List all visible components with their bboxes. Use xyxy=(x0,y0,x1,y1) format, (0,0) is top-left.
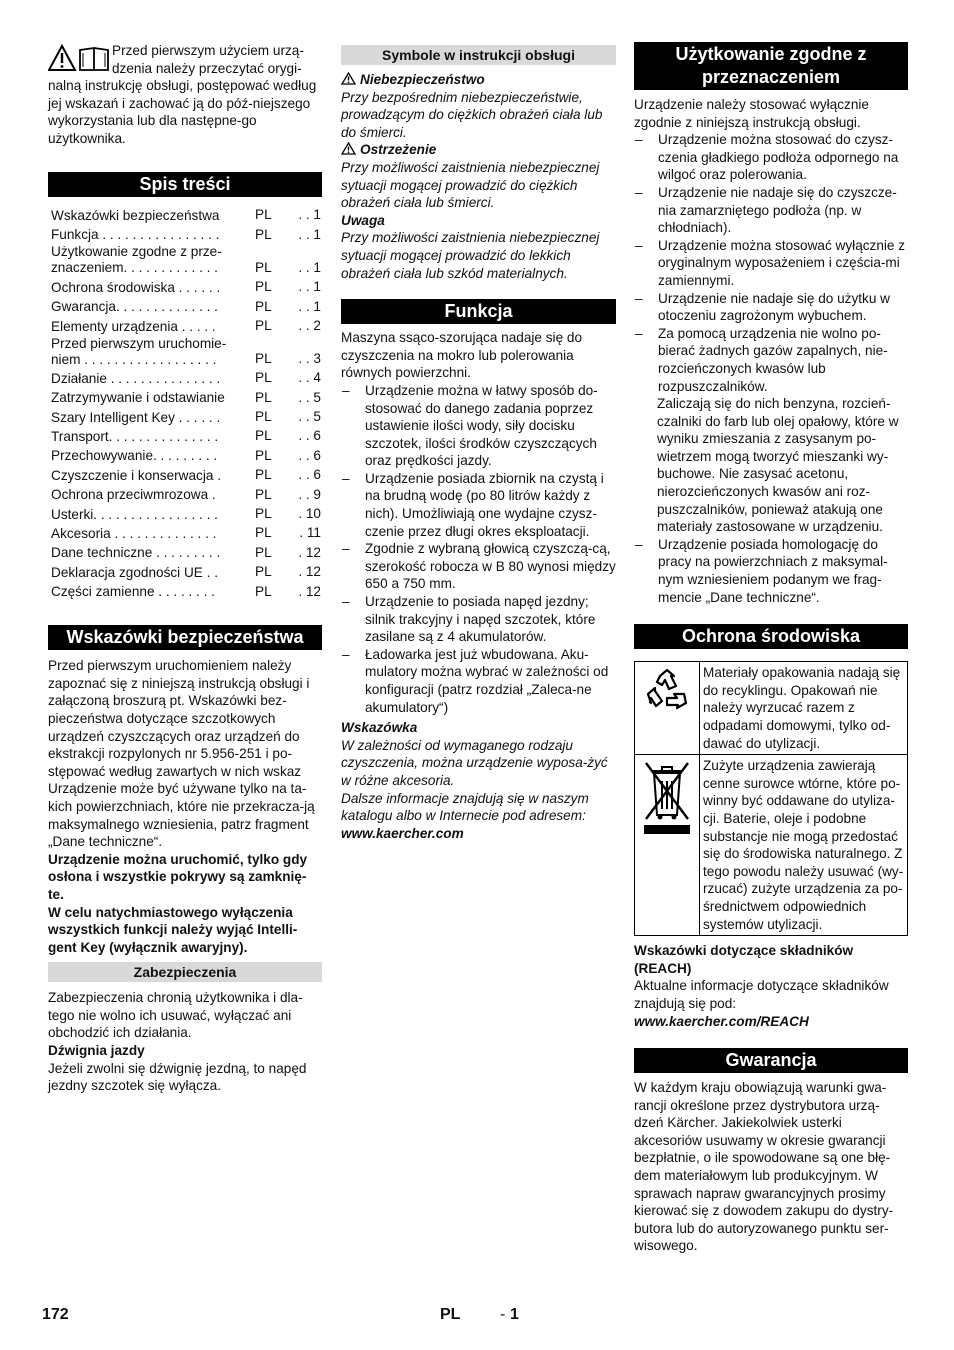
safety-heading: Wskazówki bezpieczeństwa xyxy=(48,625,322,650)
toc-entry-page: . . 2 xyxy=(294,317,321,333)
toc-entry-name: Przed pierwszym uruchomie- niem . . . . . . . . . . . . . . . . . . xyxy=(51,335,227,367)
toc-entry-page: . . 6 xyxy=(294,467,321,483)
usage-continuation: Zaliczają się do nich benzyna, rozcień-czalniki do farb lub olej opałowy, które w wyniku zmieszania z zasysanym po-wietrzem mogą tworzyć mieszanki wy-buchowe. Nie zasysać acetonu, nierozcieńczonych kwasów ani roz-puszczalników, ponieważ atakują one materiały zastosowane w urządzeniu. xyxy=(657,396,899,535)
warning-manual-icons xyxy=(48,44,112,74)
toc-row[interactable] xyxy=(48,276,322,295)
toc-list xyxy=(48,205,322,601)
warranty-text: W każdym kraju obowiązują warunki gwa-rancji określone przez dystrybutora urzą-dzeń Kärcher. Jakiekolwiek usterki akcesoriów usuwamy w okresie gwarancji bezpłatnie, o ile spowodowane są one błę-dem materiałowym lub produkcyjnym. W sprawach napraw gwarancyjnych prosimy kierować się z dowodem zakupu do dystry-butora lub do autoryzowanego punktu ser-wisowego. xyxy=(634,1080,894,1254)
toc-entry-name: Wskazówki bezpieczeństwa xyxy=(51,207,220,223)
reach-text: Aktualne informacje dotyczące składników znajdują się pod: xyxy=(634,978,889,1011)
list-dash: – xyxy=(342,470,350,486)
list-item xyxy=(341,382,616,470)
caution-title: Uwaga xyxy=(341,212,385,228)
toc-row[interactable] xyxy=(48,224,322,243)
toc-row[interactable] xyxy=(48,368,322,387)
toc-entry-page: . . 1 xyxy=(294,298,321,314)
hint-text: W zależności od wymaganego rodzaju czyszczenia, można urządzenie wyposa-żyć w różne akcesoria. xyxy=(341,737,608,788)
recycle-icon-cell xyxy=(635,662,700,755)
warning-triangle-book-icon xyxy=(48,44,112,72)
toc-row[interactable] xyxy=(48,243,322,276)
toc-entry-name: Przechowywanie. . . . . . . . . xyxy=(51,448,218,464)
toc-entry-lang: PL xyxy=(255,350,272,366)
hint-url-link[interactable]: www.kaercher.com xyxy=(341,825,464,841)
list-dash: – xyxy=(342,541,350,557)
toc-entry-lang: PL xyxy=(255,564,272,580)
toc-row[interactable] xyxy=(48,581,322,600)
intro-block xyxy=(48,42,322,148)
toc-entry-name: Czyszczenie i konserwacja . xyxy=(51,467,221,483)
toc-entry-page: . . 1 xyxy=(294,259,321,275)
toc-entry-name: Gwarancja. . . . . . . . . . . . . . xyxy=(51,299,218,315)
list-item-text: Urządzenie można stosować do czysz-czenia gładkiego podłoża odpornego na wilgoć oraz polerowania. xyxy=(658,132,899,183)
list-item xyxy=(341,540,616,593)
list-item xyxy=(634,290,908,325)
list-item xyxy=(341,470,616,540)
toc-entry-lang: PL xyxy=(255,467,272,483)
recycle-text: Materiały opakowania nadają się do recyklingu. Opakowań nie należy wyrzucać razem z odpadami domowymi, tylko od-dawać do utylizacji. xyxy=(700,662,908,755)
environment-heading: Ochrona środowiska xyxy=(634,624,908,649)
lever-title: Dźwignia jazdy xyxy=(48,1043,145,1059)
toc-entry-page: . . 3 xyxy=(294,350,321,366)
recycle-row xyxy=(635,662,908,755)
toc-row[interactable] xyxy=(48,542,322,561)
safety-bold-2: W celu natychmiastowego wyłączenia wszystkich funkcji należy wyjąć Intelli-gent Key (wyłącznik awaryjny). xyxy=(48,904,298,955)
danger-title: Niebezpieczeństwo xyxy=(360,72,485,87)
weee-row xyxy=(635,755,908,936)
list-dash: – xyxy=(342,594,350,610)
toc-row[interactable] xyxy=(48,484,322,503)
list-dash: – xyxy=(635,237,643,253)
reach-title: Wskazówki dotyczące składników (REACH) xyxy=(634,943,854,976)
toc-entry-name: Elementy urządzenia . . . . . xyxy=(51,318,216,334)
toc-entry-lang: PL xyxy=(255,298,272,314)
toc-entry-lang: PL xyxy=(255,207,272,223)
toc-entry-name: Funkcja . . . . . . . . . . . . . . . . xyxy=(51,227,220,243)
toc-entry-lang: PL xyxy=(255,317,272,333)
recycle-icon xyxy=(640,666,694,720)
toc-row[interactable] xyxy=(48,445,322,464)
warning-text: Przy możliwości zaistnienia niebezpiecznej sytuacji mogącej prowadzić do ciężkich obrażeń ciała lub śmierci. xyxy=(341,159,600,211)
list-item-text: Urządzenie można stosować wyłącznie z oryginalnym wyposażeniem i częścia-mi zamiennymi. xyxy=(658,237,906,288)
safety-paragraph-1: Przed pierwszym uruchomieniem należy zapoznać się z niniejszą instrukcją obsługi i załączoną broszurą pt. Wskazówki bez-pieczeństwa dotyczące szczotkowych urządzeń czyszczących oraz urządzeń do ekstrakcji rozpylonych nr 5.956-251 i po-stępować według zawartych w nich wskaz xyxy=(48,658,310,779)
column-2 xyxy=(341,42,616,842)
environment-table xyxy=(634,661,908,936)
toc-row[interactable] xyxy=(48,503,322,522)
toc-entry-page: . 12 xyxy=(294,544,321,560)
footer-lang: PL xyxy=(440,1306,461,1323)
list-dash: – xyxy=(635,290,643,306)
warning-triangle-icon xyxy=(341,72,356,85)
toc-row[interactable] xyxy=(48,335,322,368)
toc-entry-lang: PL xyxy=(255,525,272,541)
toc-entry-page: . . 6 xyxy=(294,447,321,463)
list-dash: – xyxy=(635,132,643,148)
crossed-bin-icon xyxy=(640,759,694,839)
toc-entry-name: Zatrzymywanie i odstawianie xyxy=(51,390,225,406)
list-item xyxy=(634,237,908,290)
list-dash: – xyxy=(342,382,350,398)
function-heading: Funkcja xyxy=(341,299,616,324)
list-item-text: Urządzenie nie nadaje się do czyszcze-nia zamarzniętego podłoża (np. w chłodniach). xyxy=(658,184,897,236)
list-dash: – xyxy=(635,325,643,341)
toc-entry-lang: PL xyxy=(255,506,272,522)
page-number: 172 xyxy=(42,1306,69,1323)
toc-row[interactable] xyxy=(48,561,322,580)
toc-entry-lang: PL xyxy=(255,409,272,425)
toc-entry-name: Usterki. . . . . . . . . . . . . . . . . xyxy=(51,506,218,522)
toc-row[interactable] xyxy=(48,464,322,483)
symbols-heading: Symbole w instrukcji obsługi xyxy=(341,45,616,65)
toc-entry-page: . . 5 xyxy=(294,409,321,425)
toc-row[interactable] xyxy=(48,426,322,445)
warning-triangle-icon xyxy=(341,142,356,155)
toc-entry-page: . . 4 xyxy=(294,370,321,386)
footer-dash: - xyxy=(500,1306,506,1323)
list-item-text: Ładowarka jest już wbudowana. Aku-mulatory można wybrać w zależności od konfiguracji (patrz rozdział „Zaleca-ne akumulatory“) xyxy=(365,646,609,715)
list-item xyxy=(634,131,908,184)
toc-entry-lang: PL xyxy=(255,447,272,463)
toc-entry-name: Transport. . . . . . . . . . . . . . . xyxy=(51,429,219,445)
toc-entry-name: Dane techniczne . . . . . . . . . xyxy=(51,545,221,561)
toc-entry-name: Użytkowanie zgodne z prze- znaczeniem. . . . . . . . . . . . . xyxy=(51,244,222,276)
usage-last-item: – Urządzenie posiada homologację do pracy na powierzchniach z maksymal-nym wzniesieniem podanym we frag-mencie „Dane techniczne“. xyxy=(634,536,908,606)
toc-entry-lang: PL xyxy=(255,544,272,560)
toc-entry-page: . . 9 xyxy=(294,486,321,502)
toc-entry-lang: PL xyxy=(255,226,272,242)
toc-row[interactable] xyxy=(48,387,322,406)
toc-entry-page: . 11 xyxy=(295,525,321,541)
list-item-text: Zgodnie z wybraną głowicą czyszczą-cą, szerokość robocza w B 80 wynosi między 650 a 750 mm. xyxy=(365,541,616,592)
toc-row[interactable] xyxy=(48,296,322,315)
toc-entry-lang: PL xyxy=(255,279,272,295)
toc-row[interactable] xyxy=(48,205,322,224)
function-list xyxy=(341,382,616,716)
column-1 xyxy=(48,42,322,1095)
toc-entry-lang: PL xyxy=(255,370,272,386)
list-dash: – xyxy=(342,646,350,662)
hint-title: Wskazówka xyxy=(341,720,418,736)
toc-entry-page: . . 1 xyxy=(294,279,321,295)
toc-entry-name: Akcesoria . . . . . . . . . . . . . . xyxy=(51,526,217,542)
toc-entry-lang: PL xyxy=(255,583,272,599)
toc-entry-name: Części zamienne . . . . . . . . xyxy=(51,584,215,600)
caution-text: Przy możliwości zaistnienia niebezpiecznej sytuacji mogącej prowadzić do lekkich obrażeń ciała lub szkód materialnych. xyxy=(341,230,600,281)
list-item-text: Urządzenie można w łatwy sposób do-stosować do danego zadania poprzez ustawienie ilości wody, siły docisku szczotek, ilości środków czyszczących oraz prędkości jazdy. xyxy=(365,382,598,469)
warning-title: Ostrzeżenie xyxy=(360,142,437,158)
toc-entry-page: . . 6 xyxy=(294,428,321,444)
toc-entry-lang: PL xyxy=(255,486,272,502)
usage-intro: Urządzenie należy stosować wyłącznie zgodnie z niniejszą instrukcją obsługi. xyxy=(634,97,869,130)
function-intro: Maszyna ssąco-szorująca nadaje się do czyszczenia na mokro lub polerowania równych powierzchni. xyxy=(341,330,583,381)
safety-bold-1: Urządzenie można uruchomić, tylko gdy osłona i wszystkie pokrywy są zamknię-te. xyxy=(48,851,308,902)
safeguards-heading: Zabezpieczenia xyxy=(48,962,322,982)
intro-line2: dzenia należy przeczytać orygi- xyxy=(112,60,302,76)
toc-entry-name: Ochrona przeciwmrozowa . xyxy=(51,487,216,503)
toc-entry-page: . 12 xyxy=(294,564,321,580)
lever-text: Jeżeli zwolni się dźwignię jezdną, to napęd jezdny szczotek się wyłącza. xyxy=(48,1060,307,1094)
danger-title-row xyxy=(341,71,616,89)
intro-lead: Przed pierwszym użyciem urzą- xyxy=(112,43,304,58)
warranty-heading: Gwarancja xyxy=(634,1048,908,1073)
footer-subpage: 1 xyxy=(510,1306,519,1323)
toc-entry-name: Szary Intelligent Key . . . . . . xyxy=(51,409,221,425)
toc-row[interactable] xyxy=(48,523,322,542)
toc-entry-page: . . 5 xyxy=(294,389,321,405)
safety-paragraph-2: Urządzenie może być używane tylko na ta-kich powierzchniach, które nie przekracza-ją maksymalnego wzniesienia, patrz fragment „Dane techniczne“. xyxy=(48,781,315,850)
column-3 xyxy=(634,42,908,1255)
hint-more: Dalsze informacje znajdują się w naszym katalogu albo w Internecie pod adresem: xyxy=(341,790,589,824)
toc-row[interactable] xyxy=(48,406,322,425)
list-item xyxy=(634,184,908,237)
toc-entry-page: . . 1 xyxy=(294,207,321,223)
toc-entry-lang: PL xyxy=(255,259,272,275)
list-item-text: Urządzenie nie nadaje się do użytku w otoczeniu zagrożonym wybuchem. xyxy=(658,290,890,324)
list-dash: – xyxy=(635,184,643,200)
toc-entry-lang: PL xyxy=(255,389,272,405)
toc-entry-page: . 12 xyxy=(294,583,321,599)
usage-list xyxy=(634,131,908,395)
danger-text: Przy bezpośrednim niebezpieczeństwie, prowadzącym do ciężkich obrażeń ciała lub do śmierci. xyxy=(341,89,603,140)
intro-rest: nalną instrukcję obsługi, postępować według jej wskazań i zachować ją do póź-niejszego wykorzystania lub dla następne-go użytkownika. xyxy=(48,78,317,146)
list-item-text: Urządzenie posiada zbiornik na czystą i na brudną wodę (po 80 litrów każdy z nich). Umożliwiają one wydajne czysz-czenie przez długi okres eksploatacji. xyxy=(365,470,604,539)
toc-entry-page: . 10 xyxy=(294,506,321,522)
list-item xyxy=(341,593,616,646)
toc-row[interactable] xyxy=(48,315,322,334)
toc-entry-name: Ochrona środowiska . . . . . . xyxy=(51,279,221,295)
list-item-text: Za pomocą urządzenia nie wolno po-bierać żadnych gazów zapalnych, nie-rozcieńczonych kwasów lub rozpuszczalników. xyxy=(658,325,888,394)
toc-entry-name: Deklaracja zgodności UE . . xyxy=(51,564,218,580)
list-item xyxy=(634,325,908,395)
usage-last-item-text: Urządzenie posiada homologację do pracy na powierzchniach z maksymal-nym wzniesieniem podanym we frag-mencie „Dane techniczne“. xyxy=(658,536,888,605)
reach-url-link[interactable]: www.kaercher.com/REACH xyxy=(634,1013,809,1029)
safeguards-text: Zabezpieczenia chronią użytkownika i dla-tego nie wolno ich usuwać, wyłączać ani obchodzić ich działania. xyxy=(48,990,303,1041)
toc-entry-lang: PL xyxy=(255,428,272,444)
weee-text: Zużyte urządzenia zawierają cenne surowce wtórne, które po-winny być oddawane do utyliza-cji. Baterie, oleje i podobne substancje nie mogą przedostać się do środowiska naturalnego. Z tego powodu należy usuwać (wy-rzucać) zużyte urządzenia za po-średnictwem odpowiednich systemów utylizacji. xyxy=(700,755,908,936)
warning-title-row xyxy=(341,141,616,159)
weee-icon-cell xyxy=(635,755,700,936)
usage-heading: Użytkowanie zgodne z przeznaczeniem xyxy=(634,42,908,90)
list-item-text: Urządzenie to posiada napęd jezdny; silnik trakcyjny i napęd szczotek, które zasilane są z 4 akumulatorów. xyxy=(365,594,596,645)
toc-entry-page: . . 1 xyxy=(294,226,321,242)
toc-entry-name: Działanie . . . . . . . . . . . . . . . xyxy=(51,370,221,386)
list-item xyxy=(341,646,616,716)
toc-heading: Spis treści xyxy=(48,172,322,197)
